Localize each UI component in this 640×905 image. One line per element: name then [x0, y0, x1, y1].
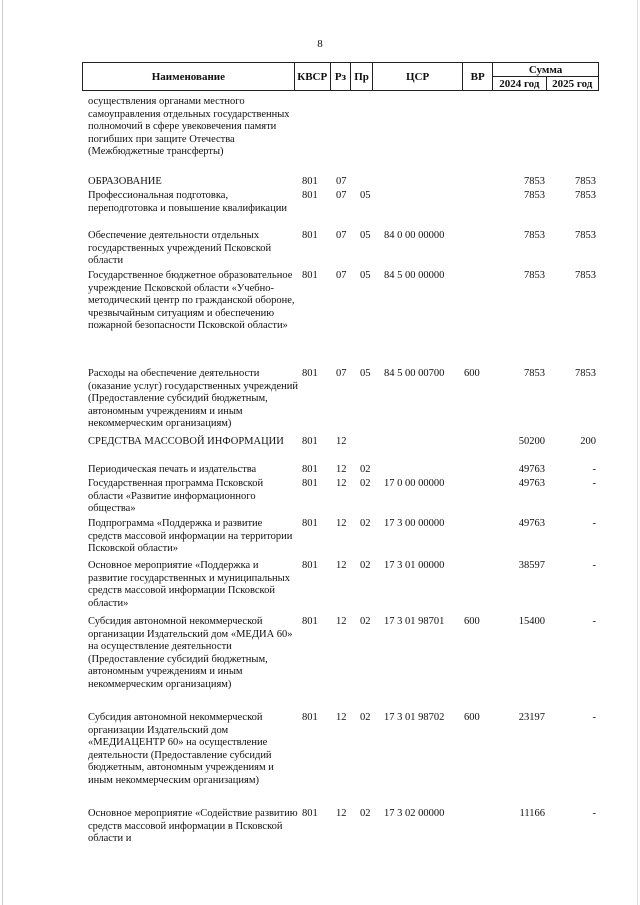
cell-name: Расходы на обеспечение деятельности (оказание услуг) государственных учреждений (Предоставление субсидий бюджетным, автономным учреждениям и иным некоммерческим организациям) [88, 368, 298, 430]
header-kvsr: КВСР [294, 63, 330, 91]
cell-kvsr: 801 [302, 616, 318, 627]
cell-csr: 17 3 01 98702 [384, 712, 445, 723]
cell-pr: 05 [360, 270, 371, 281]
cell-csr: 17 3 01 98701 [384, 616, 445, 627]
cell-s2025: - [592, 712, 596, 723]
cell-kvsr: 801 [302, 712, 318, 723]
cell-name: ОБРАЗОВАНИЕ [88, 176, 162, 187]
cell-csr: 17 3 02 00000 [384, 808, 445, 819]
cell-name: Подпрограмма «Поддержка и развитие средств массовой информации на территории Псковской области» [88, 518, 293, 555]
cell-s2025: - [592, 478, 596, 489]
cell-rz: 12 [336, 464, 347, 475]
cell-s2025: 7853 [575, 270, 596, 281]
cell-kvsr: 801 [302, 270, 318, 281]
cell-s2024: 23197 [518, 712, 545, 723]
cell-s2025: 7853 [575, 368, 596, 379]
cell-kvsr: 801 [302, 190, 318, 201]
cell-rz: 07 [336, 190, 347, 201]
cell-name: СРЕДСТВА МАССОВОЙ ИНФОРМАЦИИ [88, 436, 284, 447]
cell-s2024: 7853 [524, 176, 545, 187]
cell-rz: 07 [336, 230, 347, 241]
cell-name: Государственная программа Псковской области «Развитие информационного общества» [88, 478, 264, 515]
cell-rz: 07 [336, 368, 347, 379]
cell-s2024: 7853 [524, 230, 545, 241]
cell-kvsr: 801 [302, 230, 318, 241]
cell-kvsr: 801 [302, 464, 318, 475]
cell-kvsr: 801 [302, 436, 318, 447]
cell-rz: 12 [336, 518, 347, 529]
cell-s2024: 15400 [518, 616, 545, 627]
cell-pr: 05 [360, 368, 371, 379]
cell-pr: 05 [360, 190, 371, 201]
cell-pr: 05 [360, 230, 371, 241]
cell-s2024: 7853 [524, 190, 545, 201]
cell-s2025: - [592, 518, 596, 529]
cell-kvsr: 801 [302, 176, 318, 187]
cell-csr: 84 5 00 00700 [384, 368, 445, 379]
cell-csr: 84 0 00 00000 [384, 230, 445, 241]
header-pr: Пр [351, 63, 373, 91]
cell-name: Субсидия автономной некоммерческой организации Издательский дом «МЕДИАЦЕНТР 60» на осуществление деятельности (Предоставление субсидий бюджетным, автономным учреждениям и иным некоммерческим организациям) [88, 712, 274, 786]
cell-name: Государственное бюджетное образовательное учреждение Псковской области «Учебно-методический центр по гражданской обороне, чрезвычайным ситуациям и обеспечению пожарной безопасности Псковской области» [88, 270, 295, 332]
header-year-2025: 2025 год [546, 77, 598, 91]
cell-pr: 02 [360, 464, 371, 475]
cell-s2024: 11166 [519, 808, 545, 819]
cell-kvsr: 801 [302, 368, 318, 379]
cell-s2024: 49763 [518, 478, 545, 489]
cell-kvsr: 801 [302, 518, 318, 529]
cell-s2025: 200 [580, 436, 596, 447]
scan-edge-left [2, 0, 3, 905]
page-number: 8 [317, 38, 323, 50]
cell-s2025: - [592, 560, 596, 571]
cell-rz: 07 [336, 270, 347, 281]
cell-s2025: 7853 [575, 190, 596, 201]
cell-rz: 12 [336, 808, 347, 819]
cell-csr: 17 3 01 00000 [384, 560, 445, 571]
cell-vr: 600 [464, 616, 480, 627]
cell-pr: 02 [360, 478, 371, 489]
cell-kvsr: 801 [302, 560, 318, 571]
cell-kvsr: 801 [302, 808, 318, 819]
cell-name: Субсидия автономной некоммерческой организации Издательский дом «МЕДИА 60» на осуществление деятельности (Предоставление субсидий бюджетным, автономным учреждениям и иным некоммерческим организациям) [88, 616, 293, 690]
cell-pr: 02 [360, 616, 371, 627]
cell-s2024: 38597 [518, 560, 545, 571]
cell-s2024: 7853 [524, 270, 545, 281]
header-rz: Рз [330, 63, 351, 91]
cell-rz: 12 [336, 436, 347, 447]
cell-kvsr: 801 [302, 478, 318, 489]
cell-rz: 12 [336, 478, 347, 489]
cell-vr: 600 [464, 712, 480, 723]
cell-pr: 02 [360, 518, 371, 529]
header-year-2024: 2024 год [493, 77, 546, 91]
cell-s2025: - [592, 464, 596, 475]
cell-csr: 84 5 00 00000 [384, 270, 445, 281]
header-name: Наименование [83, 63, 295, 91]
cell-s2025: - [592, 616, 596, 627]
cell-name: Обеспечение деятельности отдельных государственных учреждений Псковской области [88, 230, 272, 267]
cell-pr: 02 [360, 712, 371, 723]
cell-csr: 17 0 00 00000 [384, 478, 445, 489]
cell-rz: 12 [336, 560, 347, 571]
cell-s2024: 49763 [518, 464, 545, 475]
cell-pr: 02 [360, 808, 371, 819]
cell-s2024: 50200 [518, 436, 545, 447]
cell-s2025: 7853 [575, 230, 596, 241]
cell-pr: 02 [360, 560, 371, 571]
cell-s2024: 49763 [518, 518, 545, 529]
cell-name: осуществления органами местного самоуправления отдельных государственных полномочий в сфере увековечения памяти погибших при защите Отечества (Межбюджетные трансферты) [88, 96, 290, 158]
cell-rz: 12 [336, 712, 347, 723]
table-header [82, 62, 599, 91]
cell-rz: 12 [336, 616, 347, 627]
header-csr: ЦСР [372, 63, 462, 91]
cell-name: Основное мероприятие «Содействие развитию средств массовой информации в Псковской области и [88, 808, 298, 845]
cell-name: Периодическая печать и издательства [88, 464, 257, 475]
header-vr: ВР [463, 63, 493, 91]
cell-name: Профессиональная подготовка, переподготовка и повышение квалификации [88, 190, 287, 214]
cell-name: Основное мероприятие «Поддержка и развитие государственных и муниципальных средств массовой информации Псковской области» [88, 560, 290, 609]
cell-s2025: 7853 [575, 176, 596, 187]
cell-s2024: 7853 [524, 368, 545, 379]
header-sum: Сумма [493, 63, 599, 77]
cell-csr: 17 3 00 00000 [384, 518, 445, 529]
scan-edge-right [637, 0, 638, 905]
cell-rz: 07 [336, 176, 347, 187]
cell-vr: 600 [464, 368, 480, 379]
cell-s2025: - [592, 808, 596, 819]
